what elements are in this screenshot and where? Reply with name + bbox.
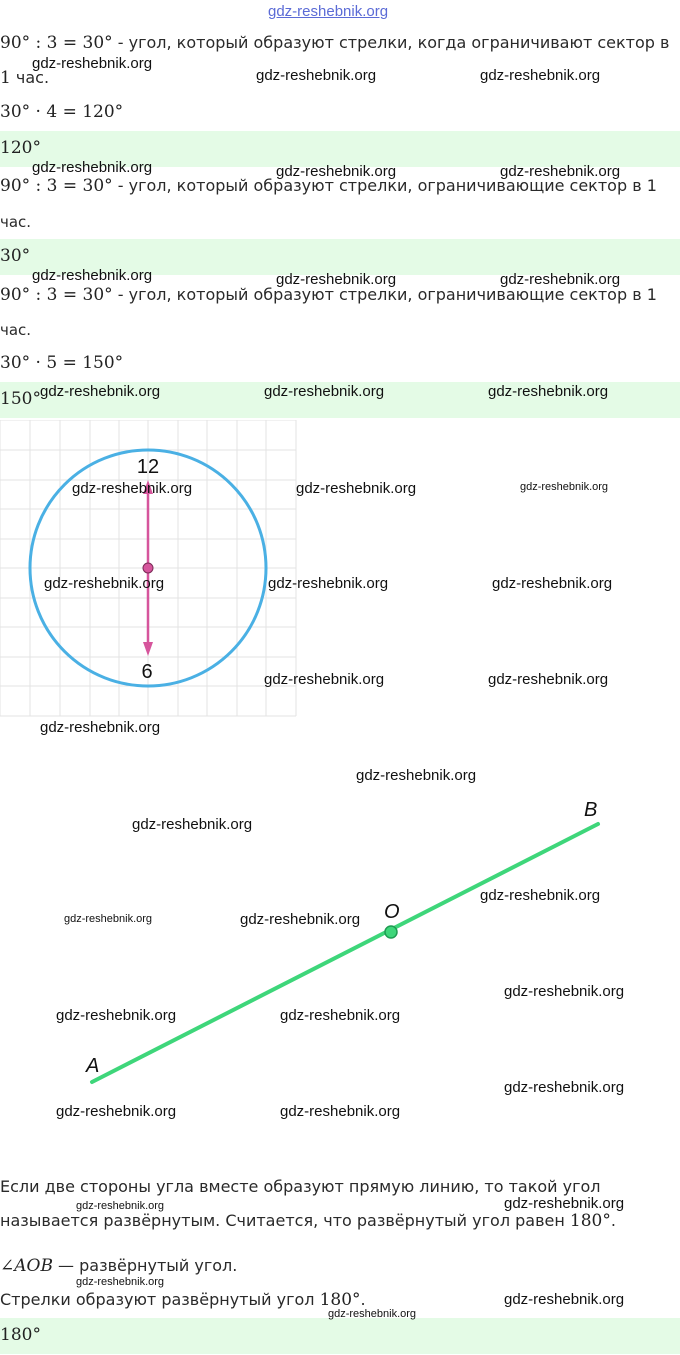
watermark: gdz-reshebnik.org — [56, 1007, 177, 1024]
answer-value: 180° — [0, 1325, 41, 1345]
line-aob-figure — [0, 780, 680, 1120]
line-ab — [92, 824, 601, 1082]
math-expr: 1 — [0, 68, 11, 88]
text: - угол, который образуют стрелки, ограничивающие сектор в 1 — [112, 285, 657, 304]
watermark: gdz-reshebnik.org — [328, 1308, 417, 1320]
math-expr: ∠AOB — [0, 1256, 53, 1276]
watermark: gdz-reshebnik.org — [64, 913, 153, 925]
math-expr: 90° : 3 = 30° — [0, 176, 113, 196]
math-expr: 180° — [569, 1211, 611, 1231]
text-line — [0, 1290, 366, 1310]
watermark: gdz-reshebnik.org — [280, 1103, 401, 1120]
text: — развёрнутый угол. — [52, 1256, 238, 1275]
point-o — [385, 926, 397, 938]
watermark: gdz-reshebnik.org — [504, 1291, 625, 1308]
watermark: gdz-reshebnik.org — [256, 67, 377, 84]
math-expr: 90° : 3 = 30° — [0, 285, 113, 305]
watermark: gdz-reshebnik.org — [76, 1200, 165, 1212]
site-link[interactable]: gdz-reshebnik.org — [268, 3, 389, 20]
answer-value: 150° — [0, 389, 41, 409]
watermark: gdz-reshebnik.org — [296, 480, 417, 497]
watermark: gdz-reshebnik.org — [240, 911, 361, 928]
watermark: gdz-reshebnik.org — [76, 1276, 165, 1288]
center-point — [143, 563, 153, 573]
label-6: 6 — [141, 661, 153, 683]
watermark: gdz-reshebnik.org — [480, 887, 601, 904]
watermark: gdz-reshebnik.org — [504, 983, 625, 1000]
watermark: gdz-reshebnik.org — [504, 1079, 625, 1096]
answer-box — [0, 1318, 680, 1354]
text-line — [0, 285, 657, 305]
text: называется развёрнутым. Считается, что развёрнутый угол равен — [0, 1211, 570, 1230]
watermark: gdz-reshebnik.org — [492, 575, 613, 592]
calc-line: 30° · 5 = 150° — [0, 353, 124, 373]
watermark: gdz-reshebnik.org — [500, 271, 621, 288]
watermark: gdz-reshebnik.org — [276, 163, 397, 180]
watermark: gdz-reshebnik.org — [268, 575, 389, 592]
label-12: 12 — [136, 456, 160, 478]
text-line — [0, 33, 669, 53]
watermark: gdz-reshebnik.org — [488, 383, 609, 400]
watermark: gdz-reshebnik.org — [276, 271, 397, 288]
minute-hand-arrow — [143, 642, 153, 656]
watermark: gdz-reshebnik.org — [32, 267, 153, 284]
text: - угол, который образуют стрелки, когда ограничивают сектор в — [112, 33, 670, 52]
watermark: gdz-reshebnik.org — [132, 816, 253, 833]
answer-value: 120° — [0, 138, 41, 158]
calc-line: 30° · 4 = 120° — [0, 102, 124, 122]
watermark: gdz-reshebnik.org — [504, 1195, 625, 1212]
math-expr: 90° : 3 = 30° — [0, 33, 113, 53]
clock-figure — [0, 420, 300, 720]
text: - угол, который образуют стрелки, ограничивающие сектор в 1 — [112, 176, 657, 195]
watermark: gdz-reshebnik.org — [40, 719, 161, 736]
text-line: Если две стороны угла вместе образуют прямую линию, то такой угол — [0, 1177, 601, 1196]
watermark: gdz-reshebnik.org — [280, 1007, 401, 1024]
label-a: A — [86, 1055, 100, 1077]
watermark: gdz-reshebnik.org — [264, 383, 385, 400]
math-expr: 180° — [319, 1290, 361, 1310]
watermark: gdz-reshebnik.org — [32, 159, 153, 176]
text: . — [610, 1211, 616, 1230]
text: час. — [10, 68, 50, 87]
watermark: gdz-reshebnik.org — [480, 67, 601, 84]
watermark: gdz-reshebnik.org — [44, 575, 165, 592]
watermark: gdz-reshebnik.org — [32, 55, 153, 72]
watermark: gdz-reshebnik.org — [356, 767, 477, 784]
text: . — [360, 1290, 366, 1309]
watermark: gdz-reshebnik.org — [520, 481, 609, 493]
label-o: O — [384, 901, 400, 923]
text-line: час. — [0, 321, 32, 339]
watermark: gdz-reshebnik.org — [488, 671, 609, 688]
watermark: gdz-reshebnik.org — [264, 671, 385, 688]
text: Стрелки образуют развёрнутый угол — [0, 1290, 320, 1309]
text-line — [0, 1256, 237, 1276]
answer-value: 30° — [0, 246, 31, 266]
watermark: gdz-reshebnik.org — [56, 1103, 177, 1120]
label-b: B — [584, 799, 598, 821]
watermark: gdz-reshebnik.org — [500, 163, 621, 180]
text-line: час. — [0, 213, 32, 231]
watermark: gdz-reshebnik.org — [40, 383, 161, 400]
text-line — [0, 1211, 616, 1231]
watermark: gdz-reshebnik.org — [72, 480, 193, 497]
